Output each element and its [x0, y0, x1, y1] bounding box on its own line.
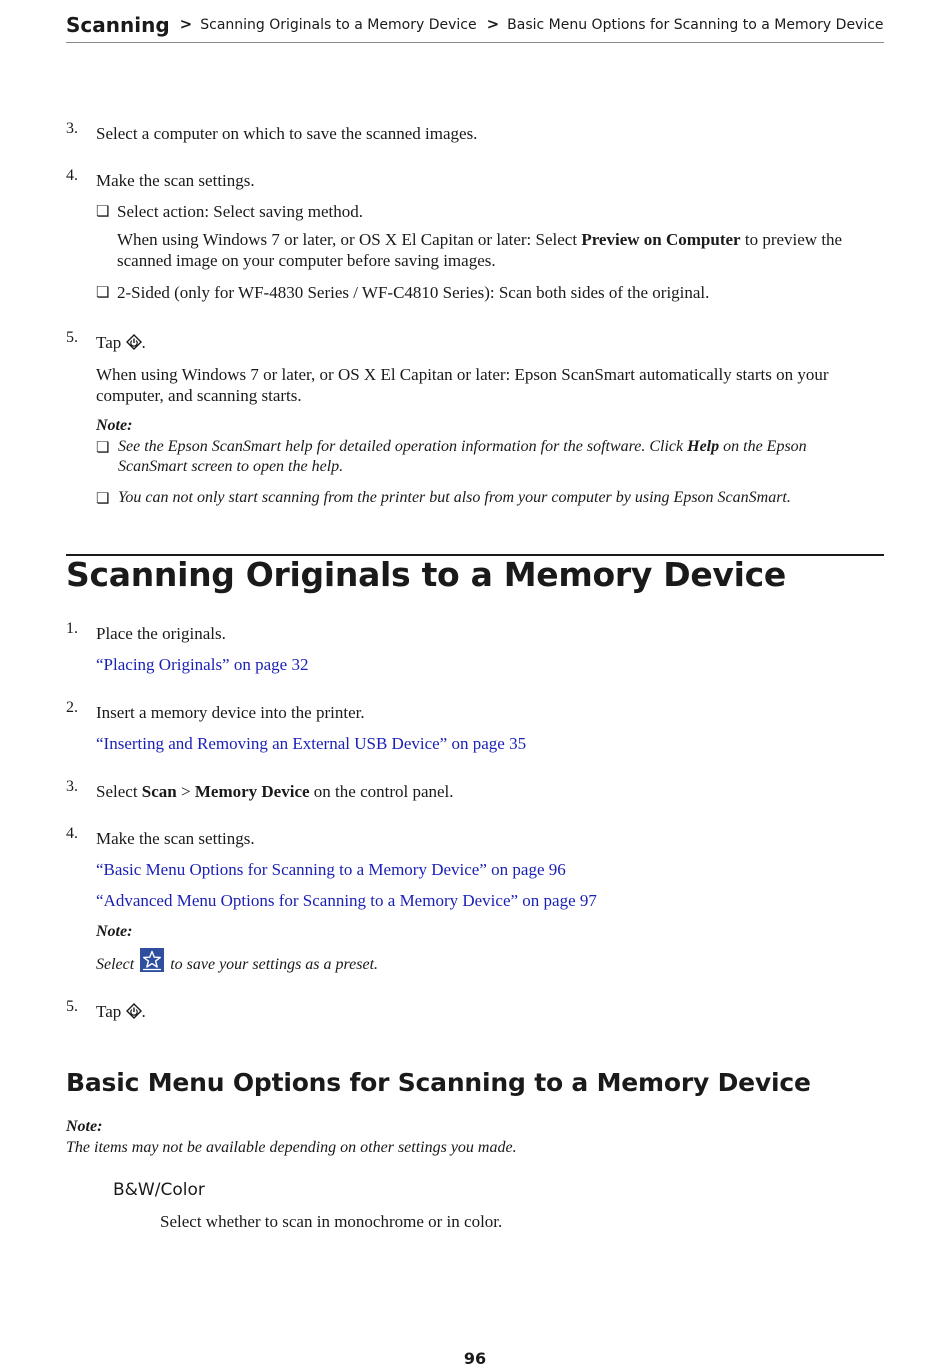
checkbox-bullet: ❏	[96, 204, 110, 220]
step-text: Select a computer on which to save the scanned images.	[96, 124, 478, 143]
note-label: Note:	[66, 1118, 103, 1135]
step-text: Make the scan settings.	[96, 171, 255, 190]
link-placing-originals[interactable]: “Placing Originals” on page 32	[96, 655, 309, 674]
note-text: The items may not be available depending on other settings you made.	[66, 1139, 517, 1156]
step-text: Insert a memory device into the printer.	[96, 703, 365, 722]
step-detail: When using Windows 7 or later, or OS X El Capitan or later: Epson ScanSmart automatically starts on your	[96, 365, 829, 384]
checkbox-bullet: ❏	[96, 491, 110, 507]
menu-item-description: Select whether to scan in monochrome or in color.	[160, 1212, 503, 1231]
step-text: Place the originals.	[96, 624, 226, 643]
step-number: 1.	[66, 620, 78, 637]
breadcrumb-separator: >	[179, 15, 193, 33]
note-text	[96, 948, 378, 975]
preset-star-icon	[140, 948, 164, 972]
breadcrumb-item-originals[interactable]: Scanning Originals to a Memory Device	[200, 17, 477, 33]
text-run: Select	[96, 782, 142, 801]
checkbox-bullet: ❏	[96, 440, 110, 456]
step-text	[96, 781, 454, 802]
text-run: When using Windows 7 or later, or OS X El Capitan or later: Select	[117, 230, 582, 249]
link-usb-device[interactable]: “Inserting and Removing an External USB Device” on page 35	[96, 734, 527, 753]
bullet-text: Select action: Select saving method.	[117, 202, 363, 221]
text-run: on the Epson	[719, 438, 807, 455]
step-text	[96, 332, 146, 353]
step-number: 3.	[66, 778, 78, 795]
text-run: >	[176, 782, 195, 801]
text-run: to preview the	[740, 230, 843, 249]
breadcrumb-separator: >	[486, 15, 500, 33]
step-number: 4.	[66, 167, 78, 184]
breadcrumb-section[interactable]: Scanning	[66, 13, 170, 37]
text-run: Tap	[96, 1002, 122, 1021]
text-run: .	[141, 1002, 146, 1021]
note-text: You can not only start scanning from the printer but also from your computer by using Epson ScanSmart.	[118, 489, 791, 506]
note-text-line2: ScanSmart screen to open the help.	[118, 458, 344, 475]
bullet-subtext	[117, 229, 897, 250]
bold-term: Help	[687, 438, 720, 455]
step-text	[96, 1001, 146, 1022]
step-number: 4.	[66, 825, 78, 842]
bullet-text: 2-Sided (only for WF-4830 Series / WF-C4810 Series): Scan both sides of the original.	[117, 283, 710, 302]
bold-term: Preview on Computer	[581, 230, 741, 249]
text-run: Tap	[96, 333, 122, 352]
text-run: to save your settings as a preset.	[170, 956, 379, 973]
breadcrumb	[66, 10, 884, 43]
note-label: Note:	[96, 417, 133, 434]
step-text: Make the scan settings.	[96, 829, 255, 848]
text-run: Select	[96, 956, 135, 973]
step-number: 3.	[66, 120, 78, 137]
link-basic-menu-options[interactable]: “Basic Menu Options for Scanning to a Memory Device” on page 96	[96, 860, 566, 879]
checkbox-bullet: ❏	[96, 285, 110, 301]
subsection-title: Basic Menu Options for Scanning to a Memory Device	[66, 1068, 811, 1097]
bold-term: Memory Device	[194, 782, 310, 801]
start-icon	[126, 334, 142, 350]
start-icon	[126, 1003, 142, 1019]
bold-term: Scan	[141, 782, 177, 801]
menu-item-title: B&W/Color	[113, 1180, 205, 1200]
step-detail-line2: computer, and scanning starts.	[96, 386, 302, 405]
section-title: Scanning Originals to a Memory Device	[66, 555, 786, 594]
link-advanced-menu-options[interactable]: “Advanced Menu Options for Scanning to a Memory Device” on page 97	[96, 891, 597, 910]
note-text	[118, 437, 807, 457]
note-label: Note:	[96, 923, 133, 940]
text-run: See the Epson ScanSmart help for detailed operation information for the software. Click	[118, 438, 688, 455]
page-number: 96	[463, 1349, 487, 1368]
bullet-subtext-line2: scanned image on your computer before saving images.	[117, 251, 496, 270]
step-number: 5.	[66, 329, 78, 346]
step-number: 5.	[66, 998, 78, 1015]
breadcrumb-item-basic-menu[interactable]: Basic Menu Options for Scanning to a Memory Device	[507, 17, 884, 33]
text-run: .	[141, 333, 146, 352]
text-run: on the control panel.	[309, 782, 454, 801]
step-number: 2.	[66, 699, 78, 716]
